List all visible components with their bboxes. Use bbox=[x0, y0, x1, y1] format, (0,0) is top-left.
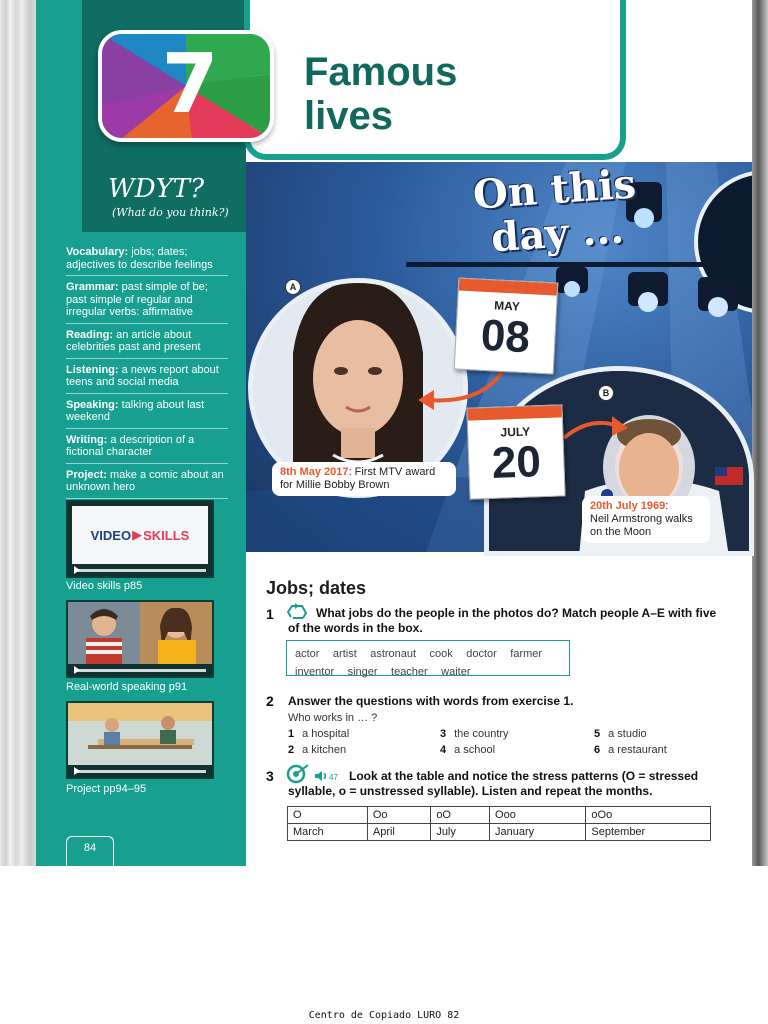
caption-b-date: 20th July 1969 bbox=[590, 500, 666, 512]
unit-title-line-2: lives bbox=[304, 94, 393, 138]
page-number: 84 bbox=[66, 836, 114, 866]
answer-6: 6 a restaurant bbox=[594, 744, 667, 756]
exercise-3-instructions-line-1: Look at the table and notice the stress patterns (O = stressed bbox=[349, 769, 699, 783]
on-this-day-title bbox=[453, 161, 659, 263]
unit-title bbox=[304, 50, 544, 138]
exercise-1-instructions: What jobs do the people in the photos do? Match people A–E with five of the words in the box. bbox=[288, 606, 717, 635]
audio-track-number: 47 bbox=[329, 773, 338, 782]
answer-1: 1 a hospital bbox=[288, 728, 350, 740]
word-waiter: waiter bbox=[441, 666, 471, 678]
answer-3: 3 the country bbox=[440, 728, 509, 740]
project-progress-bar[interactable] bbox=[74, 770, 206, 773]
video-progress-bar[interactable] bbox=[74, 569, 206, 572]
project-caption: Project pp94–95 bbox=[66, 783, 147, 795]
word-singer: singer bbox=[347, 666, 378, 678]
caption-person-a bbox=[272, 462, 456, 496]
feature-vocabulary: Vocabulary: jobs; dates; adjectives to describe feelings bbox=[66, 244, 228, 276]
table-cell: O bbox=[288, 807, 368, 824]
calendar-july-20 bbox=[466, 404, 565, 499]
wdyt-subtitle: (What do you think?) bbox=[112, 206, 229, 219]
on-this-day-line-2: day ... bbox=[489, 205, 626, 262]
table-cell: September bbox=[586, 824, 711, 841]
video-skills-logo bbox=[72, 506, 208, 564]
video-skills-caption: Video skills p85 bbox=[66, 580, 143, 592]
scan-footer-text: Centro de Copiado LURO 82 bbox=[308, 1010, 460, 1021]
label-b: B bbox=[598, 385, 614, 401]
section-title: Jobs; dates bbox=[266, 578, 367, 598]
video-skills-logo-left: VIDEO bbox=[90, 527, 132, 543]
exercise-2-number: 2 bbox=[266, 693, 274, 709]
speaking-video-still bbox=[68, 602, 212, 664]
real-world-speaking-thumbnail[interactable] bbox=[66, 600, 214, 678]
calendar-day: 20 bbox=[491, 437, 542, 488]
exercise-3-number: 3 bbox=[266, 768, 274, 784]
stress-pattern-table bbox=[287, 806, 711, 841]
caption-person-b bbox=[582, 496, 710, 543]
word-actor: actor bbox=[295, 648, 320, 660]
word-cook: cook bbox=[429, 648, 453, 660]
word-teacher: teacher bbox=[391, 666, 428, 678]
answer-4: 4 a school bbox=[440, 744, 496, 756]
exercise-2-instructions: Answer the questions with words from exercise 1. bbox=[288, 694, 574, 708]
table-cell: April bbox=[367, 824, 430, 841]
real-world-speaking-caption: Real-world speaking p91 bbox=[66, 681, 188, 693]
word-farmer: farmer bbox=[510, 648, 543, 660]
calendar-month: MAY bbox=[493, 298, 521, 314]
page-binding-edge bbox=[0, 0, 36, 866]
feature-speaking: Speaking: talking about last weekend bbox=[66, 397, 228, 429]
table-cell: March bbox=[288, 824, 368, 841]
feature-reading: Reading: an article about celebrities past and present bbox=[66, 327, 228, 359]
caption-b-colon: : bbox=[665, 500, 669, 512]
feature-listening: Listening: a news report about teens and social media bbox=[66, 362, 228, 394]
caption-b-text: Neil Armstrong walks on the Moon bbox=[590, 513, 693, 538]
caption-a-text: : First MTV award for Millie Bobby Brown bbox=[280, 466, 436, 491]
video-skills-logo-right: SKILLS bbox=[143, 527, 190, 543]
answer-2: 2 a kitchen bbox=[288, 744, 347, 756]
page-right-edge bbox=[752, 0, 768, 866]
play-icon[interactable] bbox=[74, 566, 80, 574]
word-inventor: inventor bbox=[295, 666, 335, 678]
unit-contents-list bbox=[66, 244, 228, 502]
calendar-binding bbox=[467, 405, 561, 420]
feature-project: Project: make a comic about an unknown hero bbox=[66, 467, 228, 499]
play-icon[interactable] bbox=[74, 767, 80, 775]
word-box bbox=[286, 640, 570, 676]
table-cell: January bbox=[490, 824, 586, 841]
wdyt-title: WDYT? bbox=[108, 174, 205, 204]
on-this-day-line-1: On this bbox=[471, 160, 638, 219]
table-cell: Oo bbox=[367, 807, 430, 824]
project-thumbnail[interactable] bbox=[66, 701, 214, 779]
video-skills-thumbnail[interactable] bbox=[66, 500, 214, 578]
table-cell: oOo bbox=[586, 807, 711, 824]
unit-number: 7 bbox=[161, 37, 219, 132]
word-astronaut: astronaut bbox=[370, 648, 417, 660]
feature-grammar: Grammar: past simple of be; past simple of regular and irregular verbs: affirmative bbox=[66, 279, 228, 324]
calendar-day: 08 bbox=[479, 310, 532, 363]
word-artist: artist bbox=[332, 648, 357, 660]
caption-a-date: 8th May 2017 bbox=[280, 466, 349, 478]
speaking-progress-bar[interactable] bbox=[74, 669, 206, 672]
unit-title-line-1: Famous bbox=[304, 50, 458, 94]
arrow-to-person-b bbox=[560, 412, 640, 452]
table-cell: July bbox=[431, 824, 490, 841]
exercise-2-prompt: Who works in … ? bbox=[288, 712, 378, 724]
feature-writing: Writing: a description of a fictional character bbox=[66, 432, 228, 464]
label-a: A bbox=[285, 279, 301, 295]
table-row bbox=[288, 824, 711, 841]
project-video-still bbox=[68, 703, 212, 765]
play-arrow-icon: ▶ bbox=[132, 527, 143, 542]
exercise-1-number: 1 bbox=[266, 606, 274, 622]
audio-speaker-icon[interactable] bbox=[314, 770, 328, 782]
table-header-row bbox=[288, 807, 711, 824]
play-icon[interactable] bbox=[74, 666, 80, 674]
word-doctor: doctor bbox=[466, 648, 497, 660]
calendar-binding bbox=[459, 278, 557, 295]
table-cell: oO bbox=[431, 807, 490, 824]
exercise-3-instructions-line-2: syllable, o = unstressed syllable). Listen and repeat the months. bbox=[288, 784, 653, 798]
calendar-may-08 bbox=[454, 277, 559, 374]
target-icon bbox=[286, 764, 310, 784]
table-cell: Ooo bbox=[490, 807, 586, 824]
calendar-month: JULY bbox=[500, 424, 531, 440]
answer-5: 5 a studio bbox=[594, 728, 647, 740]
